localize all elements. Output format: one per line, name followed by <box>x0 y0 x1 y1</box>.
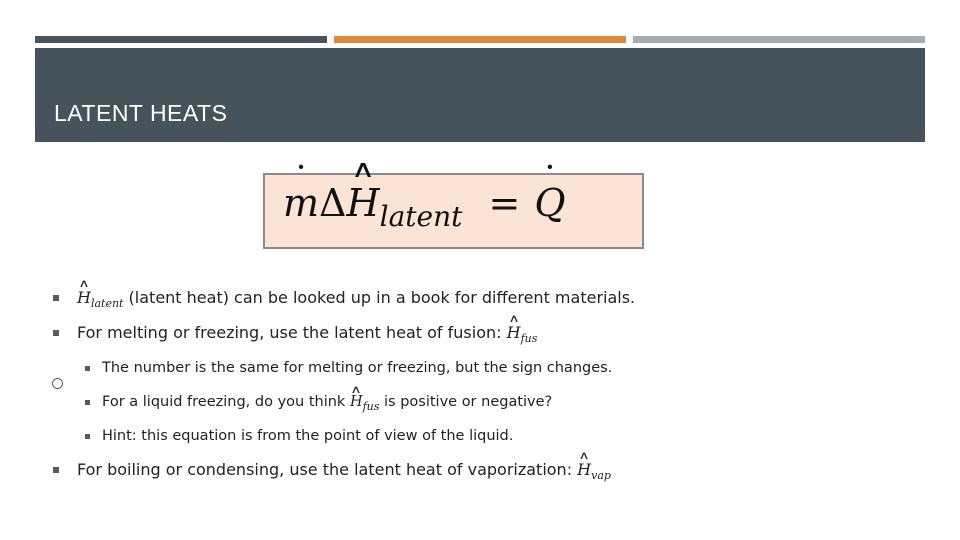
sub-bullet-marker <box>85 400 90 405</box>
math-h-vap: ∧ $H_{vap}$ <box>577 460 611 482</box>
title-banner <box>35 48 925 142</box>
bullet-vaporization: For boiling or condensing, use the latent heat of vaporization: ∧ $H_{vap}$ <box>77 460 611 482</box>
accent-bar-orange <box>334 36 626 43</box>
accent-bar-gray <box>633 36 925 43</box>
eq-mass-flow: ˙ m <box>283 181 319 225</box>
sub-list-circle-marker <box>52 378 63 389</box>
sub-bullet-sign: The number is the same for melting or freezing, but the sign changes. <box>102 360 613 376</box>
eq-enthalpy: ∧ H <box>347 181 380 225</box>
sub-bullet-hint: Hint: this equation is from the point of view of the liquid. <box>102 428 514 444</box>
eq-equals: = <box>488 181 521 225</box>
equation-box <box>263 173 644 249</box>
math-h-fus: ∧ $H_{fus}$ <box>350 394 379 413</box>
eq-delta: Δ <box>319 181 347 225</box>
math-h-latent: ∧ $H_{latent}$ <box>77 288 123 310</box>
bullet-fusion: For melting or freezing, use the latent heat of fusion: ∧ $H_{fus}$ <box>77 323 537 345</box>
sub-bullet-marker <box>85 434 90 439</box>
latent-heat-equation <box>283 181 566 233</box>
bullet-marker <box>53 330 59 336</box>
slide-title: LATENT HEATS <box>54 100 228 126</box>
eq-heat: ˙ Q <box>534 181 565 225</box>
accent-bar-dark <box>35 36 327 43</box>
math-h-fus: ∧ $H_{fus}$ <box>507 323 538 345</box>
sub-bullet-question: For a liquid freezing, do you think ∧ $H_{fus}$ is positive or negative? <box>102 394 552 413</box>
eq-subscript: latent <box>379 200 463 233</box>
bullet-latent-heat: ∧ $H_{latent}$ (latent heat) can be looked up in a book for different materials. <box>77 288 635 310</box>
sub-bullet-marker <box>85 366 90 371</box>
bullet-marker <box>53 295 59 301</box>
bullet-marker <box>53 467 59 473</box>
